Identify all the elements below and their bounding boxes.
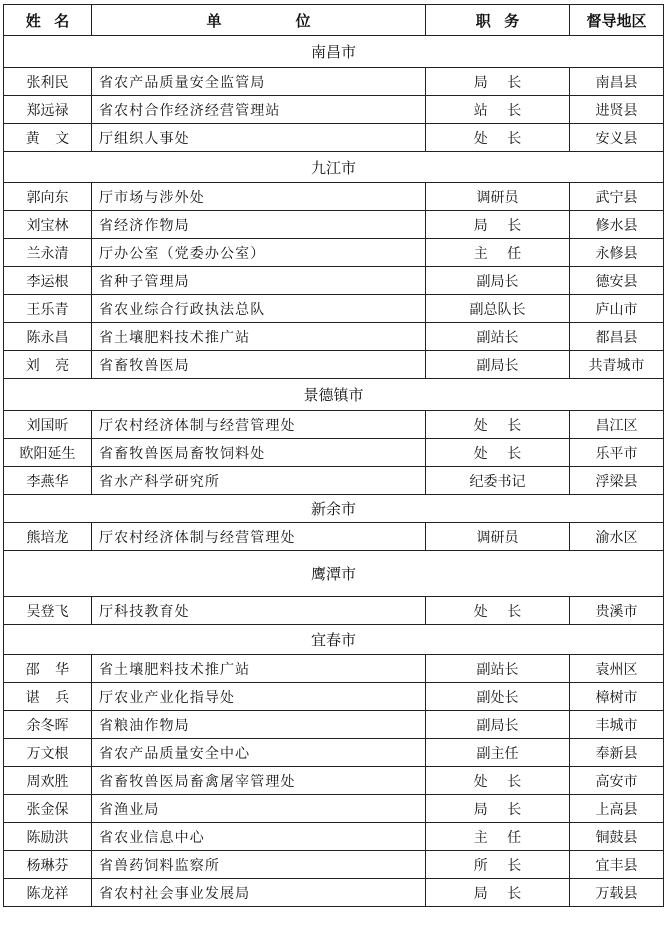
cell-position: 副局长 xyxy=(426,351,570,379)
region-title: 新余市 xyxy=(4,495,664,523)
cell-unit: 厅农村经济体制与经营管理处 xyxy=(92,411,426,439)
cell-unit: 省畜牧兽医局畜牧饲料处 xyxy=(92,439,426,467)
cell-name: 刘亮 xyxy=(4,351,92,379)
cell-position: 副局长 xyxy=(426,267,570,295)
table-row xyxy=(4,68,664,96)
cell-name: 黄文 xyxy=(4,124,92,152)
region-title: 景德镇市 xyxy=(4,379,664,411)
cell-unit: 省农产品质量安全中心 xyxy=(92,739,426,767)
cell-name: 陈永昌 xyxy=(4,323,92,351)
cell-name: 张利民 xyxy=(4,68,92,96)
cell-name: 万文根 xyxy=(4,739,92,767)
cell-position: 局长 xyxy=(426,795,570,823)
cell-position: 副站长 xyxy=(426,323,570,351)
cell-unit: 厅农业产业化指导处 xyxy=(92,683,426,711)
header-unit xyxy=(92,5,426,36)
cell-area: 德安县 xyxy=(570,267,664,295)
table-row xyxy=(4,879,664,907)
header-name: 姓名 xyxy=(4,5,92,36)
table-row xyxy=(4,239,664,267)
table-row xyxy=(4,823,664,851)
cell-unit: 省兽药饲料监察所 xyxy=(92,851,426,879)
table-row xyxy=(4,767,664,795)
cell-unit: 省经济作物局 xyxy=(92,211,426,239)
region-row xyxy=(4,379,664,411)
cell-name: 郑远禄 xyxy=(4,96,92,124)
cell-name: 李燕华 xyxy=(4,467,92,495)
cell-name: 张金保 xyxy=(4,795,92,823)
table-body xyxy=(4,36,664,907)
region-title: 宜春市 xyxy=(4,625,664,655)
cell-unit: 省粮油作物局 xyxy=(92,711,426,739)
cell-area: 南昌县 xyxy=(570,68,664,96)
cell-name: 周欢胜 xyxy=(4,767,92,795)
cell-area: 乐平市 xyxy=(570,439,664,467)
cell-area: 安义县 xyxy=(570,124,664,152)
cell-area: 永修县 xyxy=(570,239,664,267)
table-row xyxy=(4,411,664,439)
cell-position: 处长 xyxy=(426,767,570,795)
cell-name: 杨琳芬 xyxy=(4,851,92,879)
cell-unit: 省农村合作经济经营管理站 xyxy=(92,96,426,124)
cell-position: 调研员 xyxy=(426,183,570,211)
cell-name: 邵华 xyxy=(4,655,92,683)
cell-name: 王乐青 xyxy=(4,295,92,323)
cell-position: 副站长 xyxy=(426,655,570,683)
cell-unit: 厅农村经济体制与经营管理处 xyxy=(92,523,426,551)
cell-unit: 厅市场与涉外处 xyxy=(92,183,426,211)
cell-position: 纪委书记 xyxy=(426,467,570,495)
table-row xyxy=(4,655,664,683)
table-row xyxy=(4,323,664,351)
cell-area: 武宁县 xyxy=(570,183,664,211)
table-row xyxy=(4,267,664,295)
cell-position: 副处长 xyxy=(426,683,570,711)
cell-area: 共青城市 xyxy=(570,351,664,379)
region-row xyxy=(4,152,664,183)
cell-unit: 省水产科学研究所 xyxy=(92,467,426,495)
cell-unit: 厅组织人事处 xyxy=(92,124,426,152)
cell-area: 浮梁县 xyxy=(570,467,664,495)
table-row xyxy=(4,711,664,739)
cell-position: 主任 xyxy=(426,239,570,267)
table-row xyxy=(4,467,664,495)
cell-name: 郭向东 xyxy=(4,183,92,211)
cell-area: 昌江区 xyxy=(570,411,664,439)
cell-position: 调研员 xyxy=(426,523,570,551)
cell-name: 刘国昕 xyxy=(4,411,92,439)
cell-name: 李运根 xyxy=(4,267,92,295)
cell-name: 刘宝林 xyxy=(4,211,92,239)
cell-unit: 省畜牧兽医局畜禽屠宰管理处 xyxy=(92,767,426,795)
table-row xyxy=(4,183,664,211)
cell-area: 万载县 xyxy=(570,879,664,907)
cell-unit: 省农业信息中心 xyxy=(92,823,426,851)
cell-name: 谌兵 xyxy=(4,683,92,711)
cell-name: 余冬晖 xyxy=(4,711,92,739)
cell-unit: 省农产品质量安全监管局 xyxy=(92,68,426,96)
cell-area: 宜丰县 xyxy=(570,851,664,879)
cell-area: 贵溪市 xyxy=(570,597,664,625)
cell-name: 陈龙祥 xyxy=(4,879,92,907)
table-row xyxy=(4,597,664,625)
cell-unit: 省种子管理局 xyxy=(92,267,426,295)
cell-unit: 省畜牧兽医局 xyxy=(92,351,426,379)
cell-position: 站长 xyxy=(426,96,570,124)
cell-area: 庐山市 xyxy=(570,295,664,323)
header-position: 职务 xyxy=(426,5,570,36)
cell-name: 陈励洪 xyxy=(4,823,92,851)
table-row xyxy=(4,96,664,124)
table-row xyxy=(4,851,664,879)
table-row xyxy=(4,295,664,323)
table-row xyxy=(4,795,664,823)
table-row xyxy=(4,439,664,467)
region-row xyxy=(4,495,664,523)
cell-area: 袁州区 xyxy=(570,655,664,683)
cell-position: 副总队长 xyxy=(426,295,570,323)
cell-name: 吴登飞 xyxy=(4,597,92,625)
cell-area: 樟树市 xyxy=(570,683,664,711)
cell-position: 副主任 xyxy=(426,739,570,767)
table-row xyxy=(4,683,664,711)
cell-name: 欧阳延生 xyxy=(4,439,92,467)
supervision-table xyxy=(3,4,664,907)
cell-unit: 省农村社会事业发展局 xyxy=(92,879,426,907)
cell-unit: 厅办公室（党委办公室） xyxy=(92,239,426,267)
region-title: 鹰潭市 xyxy=(4,551,664,597)
cell-unit: 厅科技教育处 xyxy=(92,597,426,625)
cell-name: 熊培龙 xyxy=(4,523,92,551)
cell-unit: 省土壤肥料技术推广站 xyxy=(92,655,426,683)
cell-position: 局长 xyxy=(426,211,570,239)
cell-area: 都昌县 xyxy=(570,323,664,351)
header-unit-left: 单 xyxy=(206,11,222,30)
table-row xyxy=(4,739,664,767)
table-row xyxy=(4,351,664,379)
cell-position: 主任 xyxy=(426,823,570,851)
cell-area: 修水县 xyxy=(570,211,664,239)
table-row xyxy=(4,523,664,551)
cell-area: 奉新县 xyxy=(570,739,664,767)
table-row xyxy=(4,211,664,239)
header-area: 督导地区 xyxy=(570,5,664,36)
cell-area: 丰城市 xyxy=(570,711,664,739)
cell-position: 局长 xyxy=(426,68,570,96)
header-row xyxy=(4,5,664,36)
cell-name: 兰永清 xyxy=(4,239,92,267)
region-row xyxy=(4,36,664,68)
cell-position: 处长 xyxy=(426,124,570,152)
region-title: 九江市 xyxy=(4,152,664,183)
cell-area: 上高县 xyxy=(570,795,664,823)
cell-unit: 省土壤肥料技术推广站 xyxy=(92,323,426,351)
region-title: 南昌市 xyxy=(4,36,664,68)
region-row xyxy=(4,551,664,597)
cell-position: 局长 xyxy=(426,879,570,907)
cell-position: 处长 xyxy=(426,597,570,625)
cell-position: 处长 xyxy=(426,439,570,467)
header-unit-right: 位 xyxy=(295,11,311,30)
cell-area: 进贤县 xyxy=(570,96,664,124)
cell-position: 副局长 xyxy=(426,711,570,739)
cell-unit: 省农业综合行政执法总队 xyxy=(92,295,426,323)
region-row xyxy=(4,625,664,655)
cell-area: 铜鼓县 xyxy=(570,823,664,851)
cell-area: 渝水区 xyxy=(570,523,664,551)
cell-unit: 省渔业局 xyxy=(92,795,426,823)
cell-position: 所长 xyxy=(426,851,570,879)
cell-area: 高安市 xyxy=(570,767,664,795)
table-row xyxy=(4,124,664,152)
cell-position: 处长 xyxy=(426,411,570,439)
